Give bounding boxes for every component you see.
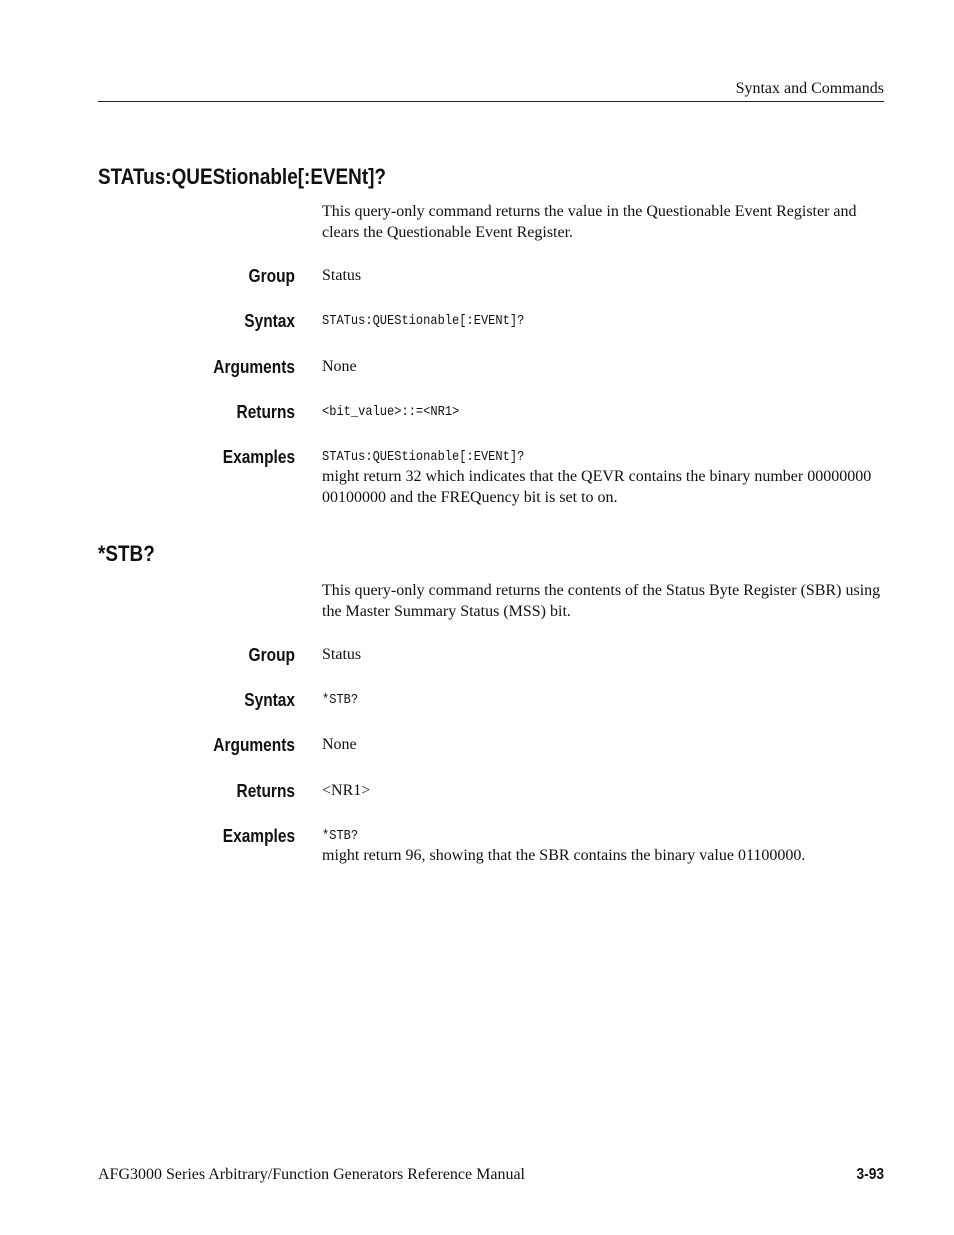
section-description: This query-only command returns the contents of the Status Byte Register (SBR) using the Master Summary Status (MSS) bit.	[322, 582, 881, 620]
footer-manual-title: AFG3000 Series Arbitrary/Function Generators Reference Manual	[98, 1166, 525, 1183]
section-title: STATus:QUEStionable[:EVENt]?	[98, 164, 387, 189]
examples-label: Examples	[222, 447, 295, 467]
examples-block	[322, 447, 887, 508]
example-code: STATus:QUEStionable[:EVENt]?	[322, 449, 525, 465]
arguments-label: Arguments	[213, 735, 295, 755]
syntax-label: Syntax	[244, 311, 295, 331]
page-number: 3-93	[856, 1166, 884, 1183]
examples-block	[322, 826, 887, 867]
syntax-value: STATus:QUEStionable[:EVENt]?	[322, 313, 525, 329]
returns-label: Returns	[236, 402, 295, 422]
returns-value: <bit_value>::=<NR1>	[322, 404, 460, 420]
group-label: Group	[248, 645, 295, 665]
arguments-value: None	[322, 358, 357, 375]
returns-label: Returns	[236, 781, 295, 801]
returns-value: <NR1>	[322, 782, 371, 799]
syntax-value: *STB?	[322, 692, 359, 708]
arguments-value: None	[322, 736, 357, 753]
group-value: Status	[322, 267, 362, 284]
section-title: *STB?	[98, 541, 155, 566]
arguments-label: Arguments	[213, 357, 295, 377]
header-rule	[98, 101, 884, 102]
examples-label: Examples	[222, 826, 295, 846]
example-text: might return 32 which indicates that the QEVR contains the binary number 00000000 00100000 and the FREQuency bit is set to on.	[322, 468, 872, 506]
syntax-label: Syntax	[244, 690, 295, 710]
group-value: Status	[322, 646, 362, 663]
section-description: This query-only command returns the value in the Questionable Event Register and clears the Questionable Event Register.	[322, 203, 857, 241]
group-label: Group	[248, 266, 295, 286]
example-code: *STB?	[322, 828, 359, 844]
running-header: Syntax and Commands	[735, 80, 884, 97]
example-text: might return 96, showing that the SBR contains the binary value 01100000.	[322, 847, 806, 864]
